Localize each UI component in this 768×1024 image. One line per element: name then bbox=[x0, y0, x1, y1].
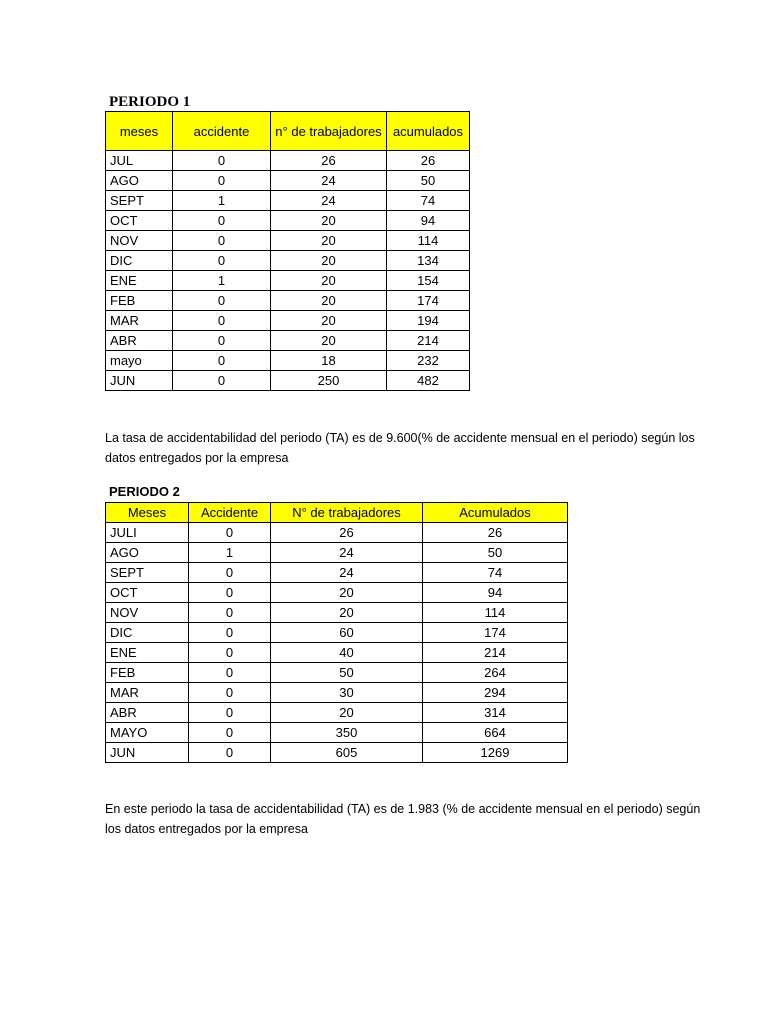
cell-accidents: 0 bbox=[189, 663, 271, 683]
cell-workers: 24 bbox=[271, 171, 387, 191]
table-row bbox=[106, 683, 568, 703]
cell-cumulative: 214 bbox=[423, 643, 568, 663]
column-header-workers: N° de trabajadores bbox=[271, 503, 423, 523]
cell-workers: 350 bbox=[271, 723, 423, 743]
cell-month: JUN bbox=[106, 371, 173, 391]
table-row bbox=[106, 291, 470, 311]
cell-workers: 20 bbox=[271, 231, 387, 251]
column-header-workers: n° de trabajadores bbox=[271, 112, 387, 151]
cell-accidents: 0 bbox=[173, 311, 271, 331]
cell-workers: 24 bbox=[271, 543, 423, 563]
cell-accidents: 0 bbox=[173, 231, 271, 251]
cell-month: OCT bbox=[106, 583, 189, 603]
cell-month: MAR bbox=[106, 683, 189, 703]
cell-accidents: 1 bbox=[173, 191, 271, 211]
cell-accidents: 0 bbox=[173, 171, 271, 191]
table-row bbox=[106, 663, 568, 683]
table-row bbox=[106, 211, 470, 231]
column-header-cumulative: Acumulados bbox=[423, 503, 568, 523]
cell-workers: 20 bbox=[271, 271, 387, 291]
cell-workers: 26 bbox=[271, 523, 423, 543]
cell-month: JULI bbox=[106, 523, 189, 543]
table-row bbox=[106, 563, 568, 583]
column-header-accidents: Accidente bbox=[189, 503, 271, 523]
column-header-month: Meses bbox=[106, 503, 189, 523]
cell-month: DIC bbox=[106, 623, 189, 643]
cell-cumulative: 50 bbox=[423, 543, 568, 563]
cell-accidents: 0 bbox=[189, 583, 271, 603]
cell-month: JUN bbox=[106, 743, 189, 763]
cell-accidents: 0 bbox=[189, 563, 271, 583]
cell-month: ABR bbox=[106, 331, 173, 351]
cell-workers: 20 bbox=[271, 251, 387, 271]
cell-month: FEB bbox=[106, 663, 189, 683]
cell-cumulative: 74 bbox=[387, 191, 470, 211]
cell-workers: 20 bbox=[271, 311, 387, 331]
cell-accidents: 0 bbox=[173, 371, 271, 391]
table-row bbox=[106, 583, 568, 603]
cell-cumulative: 214 bbox=[387, 331, 470, 351]
cell-month: SEPT bbox=[106, 191, 173, 211]
cell-cumulative: 264 bbox=[423, 663, 568, 683]
cell-workers: 26 bbox=[271, 151, 387, 171]
cell-month: JUL bbox=[106, 151, 173, 171]
cell-month: OCT bbox=[106, 211, 173, 231]
cell-accidents: 0 bbox=[173, 211, 271, 231]
cell-accidents: 0 bbox=[189, 683, 271, 703]
cell-cumulative: 314 bbox=[423, 703, 568, 723]
cell-accidents: 0 bbox=[173, 331, 271, 351]
table-row bbox=[106, 171, 470, 191]
cell-accidents: 0 bbox=[173, 251, 271, 271]
column-header-cumulative: acumulados bbox=[387, 112, 470, 151]
cell-accidents: 0 bbox=[189, 603, 271, 623]
cell-cumulative: 114 bbox=[423, 603, 568, 623]
cell-cumulative: 174 bbox=[423, 623, 568, 643]
cell-cumulative: 482 bbox=[387, 371, 470, 391]
cell-workers: 24 bbox=[271, 191, 387, 211]
column-header-accidents: accidente bbox=[173, 112, 271, 151]
cell-accidents: 0 bbox=[189, 703, 271, 723]
table-row bbox=[106, 603, 568, 623]
cell-workers: 50 bbox=[271, 663, 423, 683]
cell-accidents: 0 bbox=[189, 623, 271, 643]
table-row bbox=[106, 743, 568, 763]
cell-accidents: 0 bbox=[173, 291, 271, 311]
cell-month: mayo bbox=[106, 351, 173, 371]
cell-workers: 250 bbox=[271, 371, 387, 391]
table-row bbox=[106, 371, 470, 391]
cell-cumulative: 154 bbox=[387, 271, 470, 291]
cell-workers: 24 bbox=[271, 563, 423, 583]
table-row bbox=[106, 331, 470, 351]
cell-month: MAR bbox=[106, 311, 173, 331]
period2-title: PERIODO 2 bbox=[109, 484, 180, 499]
cell-month: MAYO bbox=[106, 723, 189, 743]
cell-cumulative: 26 bbox=[387, 151, 470, 171]
period2-note: En este periodo la tasa de accidentabilidad (TA) es de 1.983 (% de accidente mensual en el periodo) según los datos entregados por la empresa bbox=[105, 802, 701, 836]
period1-note: La tasa de accidentabilidad del periodo (TA) es de 9.600(% de accidente mensual en el periodo) según los datos entregados por la empresa bbox=[105, 431, 695, 465]
column-header-month: meses bbox=[106, 112, 173, 151]
table-row bbox=[106, 703, 568, 723]
cell-workers: 30 bbox=[271, 683, 423, 703]
cell-cumulative: 664 bbox=[423, 723, 568, 743]
cell-month: FEB bbox=[106, 291, 173, 311]
cell-workers: 20 bbox=[271, 603, 423, 623]
cell-workers: 20 bbox=[271, 583, 423, 603]
period1-title: PERIODO 1 bbox=[109, 94, 191, 110]
cell-workers: 20 bbox=[271, 291, 387, 311]
cell-cumulative: 94 bbox=[423, 583, 568, 603]
cell-month: ABR bbox=[106, 703, 189, 723]
period1-table bbox=[105, 111, 470, 391]
cell-cumulative: 94 bbox=[387, 211, 470, 231]
table-row bbox=[106, 151, 470, 171]
table-row bbox=[106, 351, 470, 371]
cell-month: AGO bbox=[106, 171, 173, 191]
cell-accidents: 1 bbox=[189, 543, 271, 563]
cell-workers: 20 bbox=[271, 703, 423, 723]
cell-cumulative: 1269 bbox=[423, 743, 568, 763]
cell-workers: 40 bbox=[271, 643, 423, 663]
table-row bbox=[106, 623, 568, 643]
cell-month: AGO bbox=[106, 543, 189, 563]
cell-accidents: 0 bbox=[189, 643, 271, 663]
table-row bbox=[106, 723, 568, 743]
cell-cumulative: 294 bbox=[423, 683, 568, 703]
table-row bbox=[106, 231, 470, 251]
cell-cumulative: 194 bbox=[387, 311, 470, 331]
table-row bbox=[106, 523, 568, 543]
cell-cumulative: 174 bbox=[387, 291, 470, 311]
cell-accidents: 0 bbox=[173, 351, 271, 371]
cell-cumulative: 26 bbox=[423, 523, 568, 543]
table-row bbox=[106, 191, 470, 211]
cell-cumulative: 74 bbox=[423, 563, 568, 583]
cell-month: NOV bbox=[106, 231, 173, 251]
period2-table bbox=[105, 502, 568, 763]
cell-accidents: 0 bbox=[189, 743, 271, 763]
cell-month: DIC bbox=[106, 251, 173, 271]
cell-cumulative: 134 bbox=[387, 251, 470, 271]
cell-workers: 605 bbox=[271, 743, 423, 763]
cell-cumulative: 114 bbox=[387, 231, 470, 251]
cell-month: SEPT bbox=[106, 563, 189, 583]
table-header-row bbox=[106, 503, 568, 523]
cell-accidents: 0 bbox=[189, 723, 271, 743]
cell-workers: 18 bbox=[271, 351, 387, 371]
table-row bbox=[106, 643, 568, 663]
table-header-row bbox=[106, 112, 470, 151]
cell-month: ENE bbox=[106, 271, 173, 291]
table-row bbox=[106, 311, 470, 331]
cell-workers: 20 bbox=[271, 211, 387, 231]
cell-workers: 20 bbox=[271, 331, 387, 351]
table-row bbox=[106, 271, 470, 291]
table-row bbox=[106, 251, 470, 271]
cell-accidents: 0 bbox=[173, 151, 271, 171]
cell-month: NOV bbox=[106, 603, 189, 623]
cell-workers: 60 bbox=[271, 623, 423, 643]
cell-cumulative: 50 bbox=[387, 171, 470, 191]
table-row bbox=[106, 543, 568, 563]
cell-cumulative: 232 bbox=[387, 351, 470, 371]
cell-accidents: 0 bbox=[189, 523, 271, 543]
cell-accidents: 1 bbox=[173, 271, 271, 291]
cell-month: ENE bbox=[106, 643, 189, 663]
